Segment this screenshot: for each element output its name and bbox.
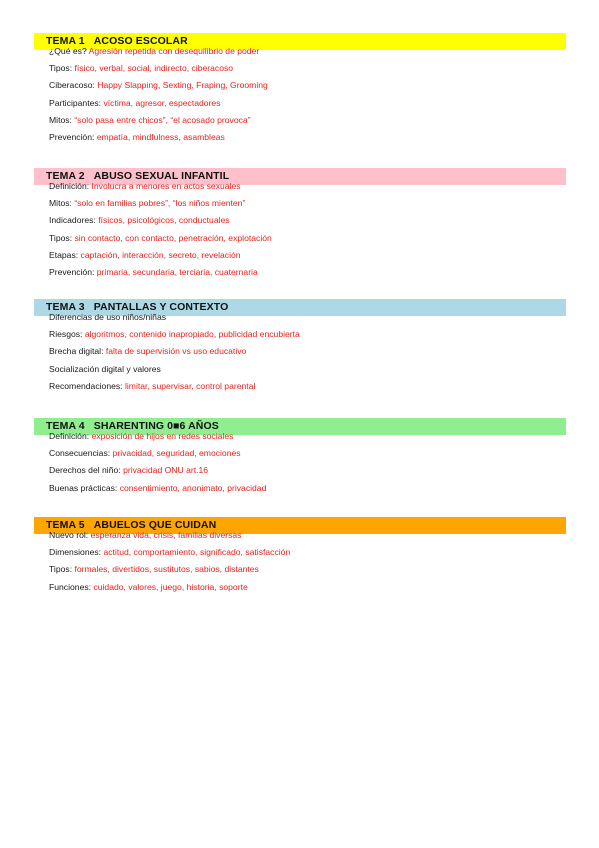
topic-line — [49, 364, 161, 374]
line-label: Nuevo rol: — [49, 530, 89, 540]
topic-number: TEMA 2 — [46, 170, 85, 182]
topic-title-text: PANTALLAS Y CONTEXTO — [93, 301, 229, 313]
line-value: “solo pasa entre chicos”, “el acosado provoca” — [74, 114, 251, 125]
topic-title-text: SHARENTING 0■6 AÑOS — [93, 420, 219, 432]
topic-number: TEMA 3 — [46, 301, 85, 313]
line-label: Ciberacoso: — [49, 80, 95, 91]
topic-line — [49, 233, 272, 243]
line-label: Tipos: — [49, 63, 73, 74]
line-value: primaria, secundaria, terciaria, cuaternaria — [96, 267, 258, 277]
topic-section — [34, 299, 566, 391]
topic-line — [49, 483, 266, 493]
topic-line — [49, 80, 268, 90]
line-label: Etapas: — [49, 249, 79, 260]
topic-line — [49, 564, 259, 574]
topic-line — [49, 312, 166, 322]
topic-number: TEMA 5 — [46, 519, 85, 531]
line-label: Consecuencias: — [49, 448, 111, 459]
line-value: Happy Slapping, Sexting, Fraping, Grooming — [97, 80, 268, 91]
topic-section — [34, 33, 566, 142]
line-value: físico, verbal, social, indirecto, ciberacoso — [74, 63, 234, 74]
line-label: Riesgos: — [49, 329, 83, 340]
line-label: Tipos: — [49, 564, 73, 575]
line-value: privacidad, seguridad, emociones — [112, 448, 241, 459]
topic-line — [49, 381, 255, 391]
topic-line — [49, 181, 241, 191]
topic-line — [49, 198, 245, 208]
line-value: “solo en familias pobres”, “los niños mienten” — [74, 198, 246, 209]
topic-line — [49, 448, 241, 458]
line-value: formales, divertidos, sustitutos, sabios, distantes — [74, 564, 259, 575]
topic-line — [49, 250, 241, 260]
line-label: Definición: — [49, 431, 90, 441]
line-label: Dimensiones: — [49, 547, 102, 558]
line-value: limitar, supervisar, control parental — [124, 380, 256, 391]
line-value: actitud, comportamiento, significado, satisfacción — [103, 547, 291, 558]
line-value: privacidad ONU art.16 — [123, 465, 209, 476]
topic-title-text: ACOSO ESCOLAR — [93, 35, 188, 47]
line-label: Buenas prácticas: — [49, 482, 118, 493]
line-label: Prevención: — [49, 267, 95, 277]
line-value: Involucra a menores en actos sexuales — [91, 181, 241, 191]
topic-line — [49, 215, 230, 225]
topic-title-text: ABUSO SEXUAL INFANTIL — [93, 170, 230, 182]
topic-line — [49, 98, 221, 108]
line-label: Recomendaciones: — [49, 380, 123, 391]
line-label: Indicadores: — [49, 215, 96, 226]
topic-line — [49, 465, 208, 475]
topic-section — [34, 418, 566, 493]
topic-line — [49, 63, 233, 73]
line-value: empatía, mindfulness, asambleas — [96, 132, 225, 142]
line-label: Mitos: — [49, 114, 72, 125]
line-value: físicos, psicológicos, conductuales — [98, 215, 230, 226]
topic-line — [49, 267, 258, 277]
topic-line — [49, 46, 259, 56]
line-label: Definición: — [49, 181, 90, 191]
line-label: ¿Qué es? — [49, 46, 87, 56]
line-label: Diferencias de uso niños/niñas — [49, 312, 167, 322]
topic-line — [49, 132, 225, 142]
line-value: sin contacto, con contacto, penetración, explotación — [74, 232, 272, 243]
line-value: cuidado, valores, juego, historia, soporte — [93, 581, 248, 592]
line-label: Tipos: — [49, 232, 73, 243]
topic-title-text: ABUELOS QUE CUIDAN — [93, 519, 217, 531]
line-label: Participantes: — [49, 97, 102, 108]
line-value: captación, interacción, secreto, revelación — [80, 249, 241, 260]
topic-number: TEMA 1 — [46, 35, 85, 47]
topic-number: TEMA 4 — [46, 420, 85, 432]
topic-line — [49, 530, 242, 540]
topic-line — [49, 115, 251, 125]
line-label: Socialización digital y valores — [49, 363, 161, 374]
line-value: exposición de hijos en redes sociales — [91, 431, 234, 441]
topic-line — [49, 431, 233, 441]
topic-line — [49, 346, 246, 356]
topic-line — [49, 329, 300, 339]
topic-line — [49, 582, 248, 592]
line-value: víctima, agresor, espectadores — [103, 97, 221, 108]
topic-section — [34, 168, 566, 277]
line-value: falta de supervisión vs uso educativo — [105, 346, 247, 357]
topic-line — [49, 547, 290, 557]
line-label: Brecha digital: — [49, 346, 104, 357]
line-label: Derechos del niño: — [49, 465, 121, 476]
line-label: Funciones: — [49, 581, 92, 592]
line-label: Prevención: — [49, 132, 95, 142]
line-value: Agresión repetida con desequilibrio de poder — [88, 46, 260, 56]
line-value: esperanza vida, crisis, familias diversas — [90, 530, 242, 540]
line-label: Mitos: — [49, 198, 72, 209]
line-value: consentimiento, anonimato, privacidad — [119, 482, 267, 493]
line-value: algoritmos, contenido inapropiado, publicidad encubierta — [84, 329, 300, 340]
topic-section — [34, 517, 566, 592]
